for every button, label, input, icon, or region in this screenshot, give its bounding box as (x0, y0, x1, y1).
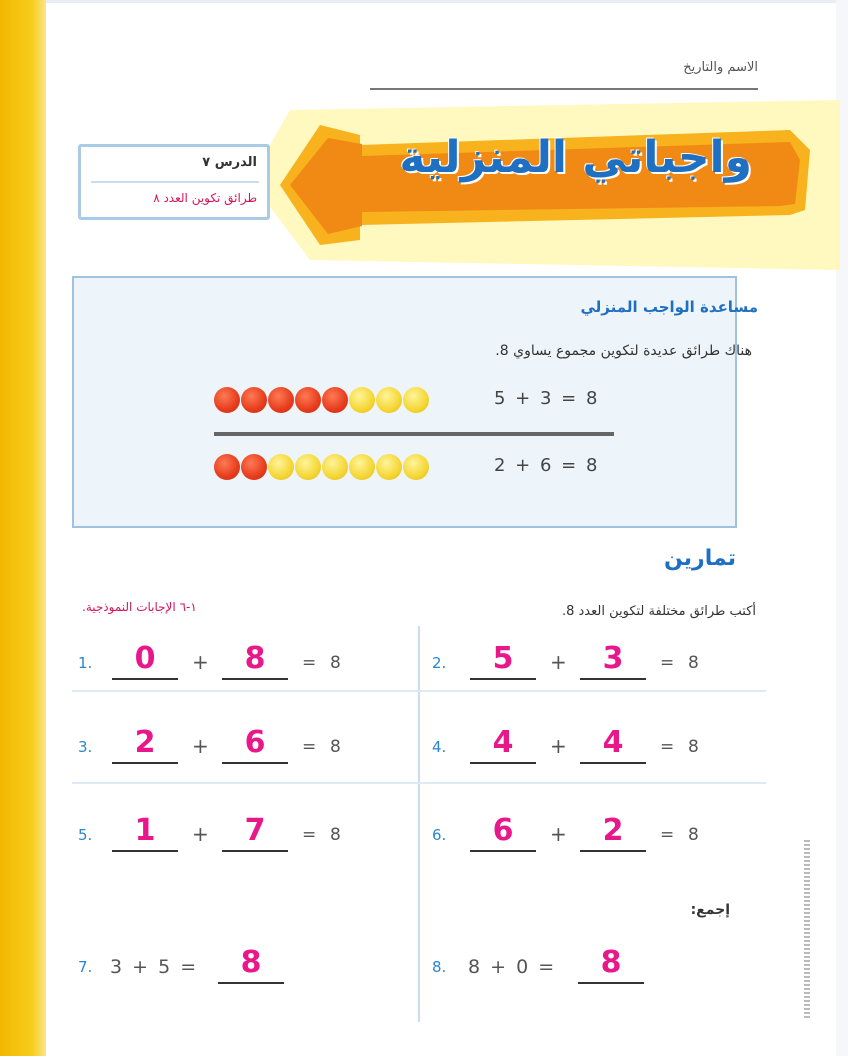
column-divider (418, 626, 420, 1022)
answer-blank-a[interactable]: 4 (470, 724, 536, 764)
expression: 3 + 5 = (110, 956, 199, 978)
plus-sign: + (550, 650, 567, 674)
plus-sign: + (192, 822, 209, 846)
exercise-8 (432, 944, 732, 984)
exercises-title: تمارين (664, 546, 736, 571)
exercises-instruction: أكتب طرائق مختلفة لتكوين العدد 8. (561, 604, 756, 619)
row-divider (72, 782, 766, 784)
example-equation-1: 5 + 3 = 8 (494, 388, 600, 409)
expression: 8 + 0 = (468, 956, 557, 978)
exercise-1 (78, 640, 378, 680)
lesson-title: الدرس ٧ (202, 155, 257, 170)
page-title: واجباتي المنزلية (399, 132, 752, 183)
exercise-6 (432, 812, 732, 852)
yellow-bead (403, 454, 429, 480)
answers-note: ١-٦ الإجابات النموذجية. (82, 600, 197, 614)
total-value: 8 (688, 825, 700, 845)
yellow-bead (268, 454, 294, 480)
yellow-bead (376, 387, 402, 413)
answer-blank[interactable]: 8 (218, 944, 284, 984)
answer-blank-b[interactable]: 8 (222, 640, 288, 680)
red-bead (214, 387, 240, 413)
bead-row-2 (214, 451, 430, 485)
exercise-4 (432, 724, 732, 764)
exercise-number: 7. (78, 958, 93, 976)
equals-sign: = (302, 737, 318, 757)
page-margin-code (804, 840, 810, 1020)
answer-blank-b[interactable]: 2 (580, 812, 646, 852)
answer-blank-a[interactable]: 1 (112, 812, 178, 852)
exercise-number: 6. (432, 826, 447, 844)
example-divider (214, 432, 614, 436)
lesson-box (78, 144, 270, 220)
answer-blank-a[interactable]: 2 (112, 724, 178, 764)
total-value: 8 (688, 737, 700, 757)
answer-blank-b[interactable]: 4 (580, 724, 646, 764)
plus-sign: + (550, 822, 567, 846)
exercise-number: 8. (432, 958, 447, 976)
title-banner-arrow (250, 100, 840, 270)
homework-help-title: مساعدة الواجب المنزلي (580, 298, 758, 316)
exercise-number: 1. (78, 654, 93, 672)
plus-sign: + (192, 734, 209, 758)
bead-row-1 (214, 384, 430, 418)
answer-blank-a[interactable]: 5 (470, 640, 536, 680)
lesson-separator (91, 181, 259, 183)
answer-blank-a[interactable]: 0 (112, 640, 178, 680)
solve-label: إجمع: (690, 902, 730, 918)
exercise-7 (78, 944, 378, 984)
left-color-stripe (0, 0, 46, 1056)
equals-sign: = (660, 825, 676, 845)
total-value: 8 (330, 737, 342, 757)
name-date-label: الاسم والتاريخ (683, 60, 758, 75)
equals-sign: = (660, 737, 676, 757)
exercise-number: 2. (432, 654, 447, 672)
yellow-bead (349, 387, 375, 413)
total-value: 8 (330, 825, 342, 845)
plus-sign: + (192, 650, 209, 674)
lesson-topic: طرائق تكوين العدد ٨ (153, 191, 257, 205)
answer-blank-b[interactable]: 6 (222, 724, 288, 764)
red-bead (268, 387, 294, 413)
total-value: 8 (688, 653, 700, 673)
exercise-2 (432, 640, 732, 680)
name-date-line[interactable] (370, 88, 758, 90)
yellow-bead (322, 454, 348, 480)
plus-sign: + (550, 734, 567, 758)
exercise-number: 5. (78, 826, 93, 844)
exercise-number: 4. (432, 738, 447, 756)
equals-sign: = (302, 653, 318, 673)
red-bead (214, 454, 240, 480)
exercise-5 (78, 812, 378, 852)
answer-blank-b[interactable]: 3 (580, 640, 646, 680)
homework-help-text: هناك طرائق عديدة لتكوين مجموع يساوي 8. (495, 343, 752, 359)
example-equation-2: 2 + 6 = 8 (494, 455, 600, 476)
yellow-bead (349, 454, 375, 480)
top-border (46, 0, 848, 3)
answer-blank-b[interactable]: 7 (222, 812, 288, 852)
equals-sign: = (660, 653, 676, 673)
exercise-3 (78, 724, 378, 764)
equals-sign: = (302, 825, 318, 845)
answer-blank-a[interactable]: 6 (470, 812, 536, 852)
red-bead (241, 454, 267, 480)
exercise-number: 3. (78, 738, 93, 756)
total-value: 8 (330, 653, 342, 673)
row-divider (72, 690, 766, 692)
yellow-bead (403, 387, 429, 413)
yellow-bead (295, 454, 321, 480)
red-bead (322, 387, 348, 413)
red-bead (295, 387, 321, 413)
red-bead (241, 387, 267, 413)
yellow-bead (376, 454, 402, 480)
answer-blank[interactable]: 8 (578, 944, 644, 984)
